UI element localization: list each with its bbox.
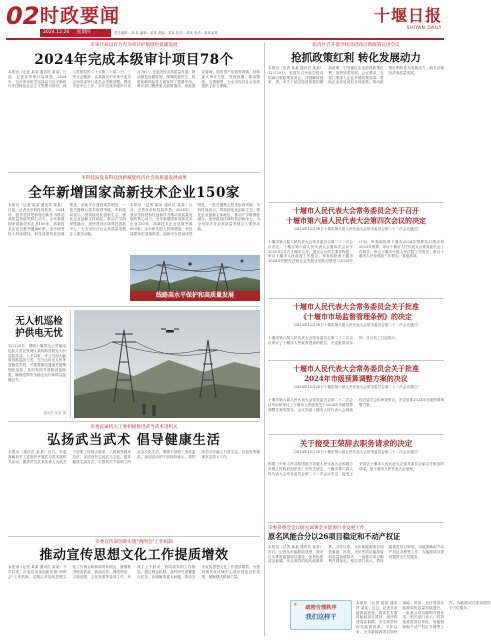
divider xyxy=(268,434,444,435)
divider xyxy=(268,202,444,203)
tech-body-left: 本报讯（记者 某某 通讯员 某某）日前，记者从市科技局获悉，2024年，我市坚持把科技创新作为推动高质量发展的核心动力，全年新增国家高新技术企业150家，高新技术企业总数突破600家。全市研发投入持续增加，科技成果转化加速推进，创新平台建设成效明显，一批关键核心技术取得突破。市科技局表示，将持续优化创新生态，强化企业创新主体地位，推动产学研深度融合，加快建设区域科技创新中心，为全市经济社会高质量发展注入强劲动能。 xyxy=(8,203,126,236)
divider xyxy=(268,298,444,299)
photo-caption-bar xyxy=(130,291,260,301)
audit-body: 本报讯（记者 某某 通讯员 某某）日前，记者从市审计局获悉，2024年，全市审计机关坚持以习近平新时代中国特色社会主义思想为指导，深入贯彻党的二十大和二十届二中、三中全会精神，认真落实中央审计委员会和省委审计委员会决策部署，围绕市委中心工作，全年完成本级审计项目78个，在促进经济高质量发展、推动绿色低碳转型、保障改善民生、防范化解风险等方面发挥了重要作用。审计部门聚焦重大政策落实、财政资金管理、国有资产运营等领域，持续加大审计力度，发现问题、推动整改、完善制度，为全市经济社会发展提供了有力保障。 xyxy=(8,70,260,89)
fuel-body: 本报讯（记者 某某 通讯员 某某）12月25日，张湾区召开低空经济招商引资政策宣讲会，详细解读国家、省、市关于低空经济发展的最新政策，引导辖区企业抢抓政策红利，加快转型发展。会议要求，各部门要深入企业开展政策宣讲，帮助企业用足用好各项政策，推动政策红利转化为发展动力，助力区域经济高质量发展。 xyxy=(268,66,444,85)
energy-kicker: 市委常委会会议研究部署全市能源行业发展工作 xyxy=(268,526,365,531)
paper-name: 十堰日报 xyxy=(373,6,442,25)
decision-1-sub: （2024年12月20日十堰市第六届人民代表大会常务委员会第二十二次会议通过） xyxy=(291,227,421,231)
decision-2-headline-2: 《十堰市市场监督管理条例》的决定 xyxy=(300,312,412,321)
audit-kicker: 市审计局以有力有为审计护航绿色低碳发展 xyxy=(90,43,178,48)
date-badge xyxy=(40,29,111,37)
column-credit: 通讯员 某某 摄 xyxy=(43,411,66,415)
decision-4-body: 根据《中华人民共和国地方各级人民代表大会和地方各级人民政府组织法》的有关规定，十堰市第六届人民代表大会常务委员会第二十二次会议决定：接受王荣辞去十堰市人民代表大会常务委员会副主任职务的请求，报十堰市人民代表大会备案。 xyxy=(268,462,444,476)
decision-1-body: 十堰市第六届人民代表大会常务委员会第二十二次会议决定：十堰市第六届人民代表大会第四次会议于2025年1月在十堰市召开。建议会议的主要议程是：审议十堰市人民政府工作报告；审查和批准十堰市2024年国民经济和社会发展计划执行情况与2025年计划；审查和批准十堰市2024年预算执行情况和2025年预算；审议十堰市人民代表大会常务委员会工作报告；审议十堰市中级人民法院工作报告；审议十堰市人民检察院工作报告；其他事项。 xyxy=(268,240,444,264)
issue-day: 星期四 xyxy=(76,30,91,35)
decision-3-sub: （2024年12月20日十堰市第六届人民代表大会常务委员会第二十二次会议通过） xyxy=(291,385,421,389)
photo-caption: 线路高水平保护和高质量发展 xyxy=(155,292,234,299)
innovation-body: 本报讯（记者 某某 通讯员 某某）今年以来，市委宣传部创新实施"两例会"工作机制，定期召开宣传思想文化工作例会和新闻发布例会，统筹推进理论武装、新闻宣传、网络舆论、文明创建、文化发展等各项工作，形成了上下联动、协同高效的工作格局。通过例会机制，及时研究部署重点任务，协调解决重大问题，推动全市宣传思想文化工作提质增效，为建设现代化区域中心城市营造良好氛围，凝聚强大精神力量。 xyxy=(8,565,260,579)
masthead xyxy=(6,4,444,38)
section-title: 时政要闻 xyxy=(40,5,121,27)
culture-body: 本报讯（通讯员 某某）近日，市委直属机关工委组织开展武当武术进机关活动，邀请武当武术传承人为机关干部职工传授太极拳、八段锦等健身功法。活动旨在弘扬武当文化，倡导健康生活方式，丰富机关干部职工的业余文化生活，增强干部职工身体素质。参加活动的干部纷纷表示，将把所学功法融入日常生活，以良好的精神状态投入工作。 xyxy=(8,450,260,464)
decision-1-headline-1: 十堰市人民代表大会常务委员会关于召开 xyxy=(293,206,419,215)
tech-headline: 全年新增国家高新技术企业150家 xyxy=(28,185,240,201)
decision-2-headline-1: 十堰市人民代表大会常务委员会关于批准 xyxy=(293,302,419,311)
editor-line: 责任编辑：刘 某 编辑：某某 美编：某某 校对：某某 电话：某某某某 xyxy=(114,31,218,35)
culture-kicker: 市委直属机关工委积极推进武当武术进机关 xyxy=(90,425,178,430)
divider xyxy=(8,306,260,307)
culture-headline: 弘扬武当武术 倡导健康生活 xyxy=(47,433,221,448)
drone-photo xyxy=(74,310,260,418)
tech-kicker: 市科技局发布科技创新赋能经济社会高质量发展成果 xyxy=(81,176,187,181)
decision-4-sub: （2024年12月20日十堰市第六届人民代表大会常务委员会第二十二次会议通过） xyxy=(291,450,421,454)
decision-2 xyxy=(268,302,444,358)
innovation-article xyxy=(8,539,260,637)
fuel-article xyxy=(268,42,444,200)
promo-line-2: 我们这样干 xyxy=(305,614,337,621)
decision-3-headline-2: 2024年市级预算调整方案的决议 xyxy=(304,374,408,383)
tech-body-right: 本报讯（记者 某某 通讯员 某某）日前，记者从市科技局获悉，2024年，我市坚持把科技创新作为推动高质量发展的核心动力，全年新增国家高新技术企业150家，高新技术企业总数突破600家。全市研发投入持续增加，科技成果转化加速推进，创新平台建设成效明显，一批关键核心技术取得突破。市科技局表示，将持续优化创新生态，强化企业创新主体地位，推动产学研深度融合，加快建设区域科技创新中心，为全市经济社会高质量发展注入强劲动能。 xyxy=(130,203,260,236)
energy-body-left: 本报讯（记者 某某 通讯员 某某）近日，记者从市能源局获悉，我市扎实推进能源项目建设，加快构建清洁低碳、安全高效的现代能源体系。今年以来，全市新能源项目加快落地，风电、光伏等清洁能源装机容量持续提升，一批重点项目顺利并网发电。相关部门表示，将持续推进项目审批、用地保障和不动产权证办理等工作，为能源项目建设提供全方位服务。 xyxy=(268,545,444,564)
fuel-kicker: 张湾区召开低空经济招商引资政策宣讲会议 xyxy=(312,43,400,48)
audit-article xyxy=(8,42,260,170)
decision-3-headline-1: 十堰市人民代表大会常务委员会关于批准 xyxy=(293,364,419,373)
divider xyxy=(8,536,260,537)
paper-logo xyxy=(372,6,442,36)
decision-4-headline: 关于接受王荣辞去职务请求的决定 xyxy=(299,439,413,448)
audit-headline: 2024年完成本级审计项目78个 xyxy=(34,52,234,68)
energy-headline: 原名风能合分以26项目稳定和不动产权证 xyxy=(268,532,401,541)
page-number: 02 xyxy=(6,2,40,30)
issue-date: 2024.12.26 xyxy=(43,30,70,35)
promo-line-1: 疏密合理秩序 xyxy=(305,605,337,611)
divider xyxy=(268,522,444,523)
column-separator xyxy=(264,42,265,636)
divider xyxy=(268,360,444,361)
decision-1-headline-2: 十堰市第六届人民代表大会第四次会议的决定 xyxy=(286,216,426,225)
innovation-headline: 推动宣传思想文化工作提质增效 xyxy=(39,548,229,563)
decision-3 xyxy=(268,364,444,432)
column-title: 无人机巡检护供电无忧 xyxy=(15,316,63,339)
photo-image xyxy=(74,310,260,418)
promo-star-icon: ★ xyxy=(293,602,298,608)
paper-pinyin: SHIYAN DAILY xyxy=(406,26,442,31)
divider xyxy=(8,421,260,422)
column-box xyxy=(8,310,71,418)
innovation-kicker: 市委宣传部创新实施"两例会"工作机制 xyxy=(95,540,173,545)
power-line-photo xyxy=(130,255,260,301)
header-rule xyxy=(6,38,444,40)
column-body: 12月25日，国网十堰供电公司输电运检人员在张湾区某线路开展无人机巡检作业。入冬以来，该公司加大输电线路巡视力度，充分运用无人机等智能化手段，对重要输电通道开展精细化巡检，及时发现并消除设备隐患，确保电网安全稳定运行和群众温暖过冬。 xyxy=(8,344,66,382)
decision-1 xyxy=(268,206,444,296)
energy-body-bottom: 本报讯（记者 某某 通讯员 某某）近日，记者从市能源局获悉，我市扎实推进能源项目建设，加快构建清洁低碳、安全高效的现代能源体系。今年以来，全市新能源项目加快落地，风电、光伏等清洁能源装机容量持续提升，一批重点项目顺利并网发电。相关部门表示，将持续推进项目审批、用地保障和不动产权证办理等工作，为能源项目建设提供全方位服务。 xyxy=(356,601,491,634)
decision-2-sub: （2024年12月20日十堰市第六届人民代表大会常务委员会第二十二次会议通过） xyxy=(291,323,421,327)
fuel-headline: 抢抓政策红利 转化发展动力 xyxy=(291,52,421,64)
divider xyxy=(8,172,260,173)
decision-4 xyxy=(268,438,444,520)
decision-3-body: 十堰市第六届人民代表大会常务委员会第二十二次会议听取和审议了十堰市人民政府关于2024年市级预算调整方案的报告。会议同意十堰市人民代表大会财政经济委员会的审查报告，决定批准2024年市级预算调整方案。 xyxy=(268,398,444,412)
culture-article xyxy=(8,424,260,534)
decision-2-body: 十堰市第六届人民代表大会常务委员会第二十二次会议审议了十堰市人民政府提请的报告，决定批准该条例，自公布之日起施行。 xyxy=(268,336,399,345)
promo-banner xyxy=(290,600,352,630)
